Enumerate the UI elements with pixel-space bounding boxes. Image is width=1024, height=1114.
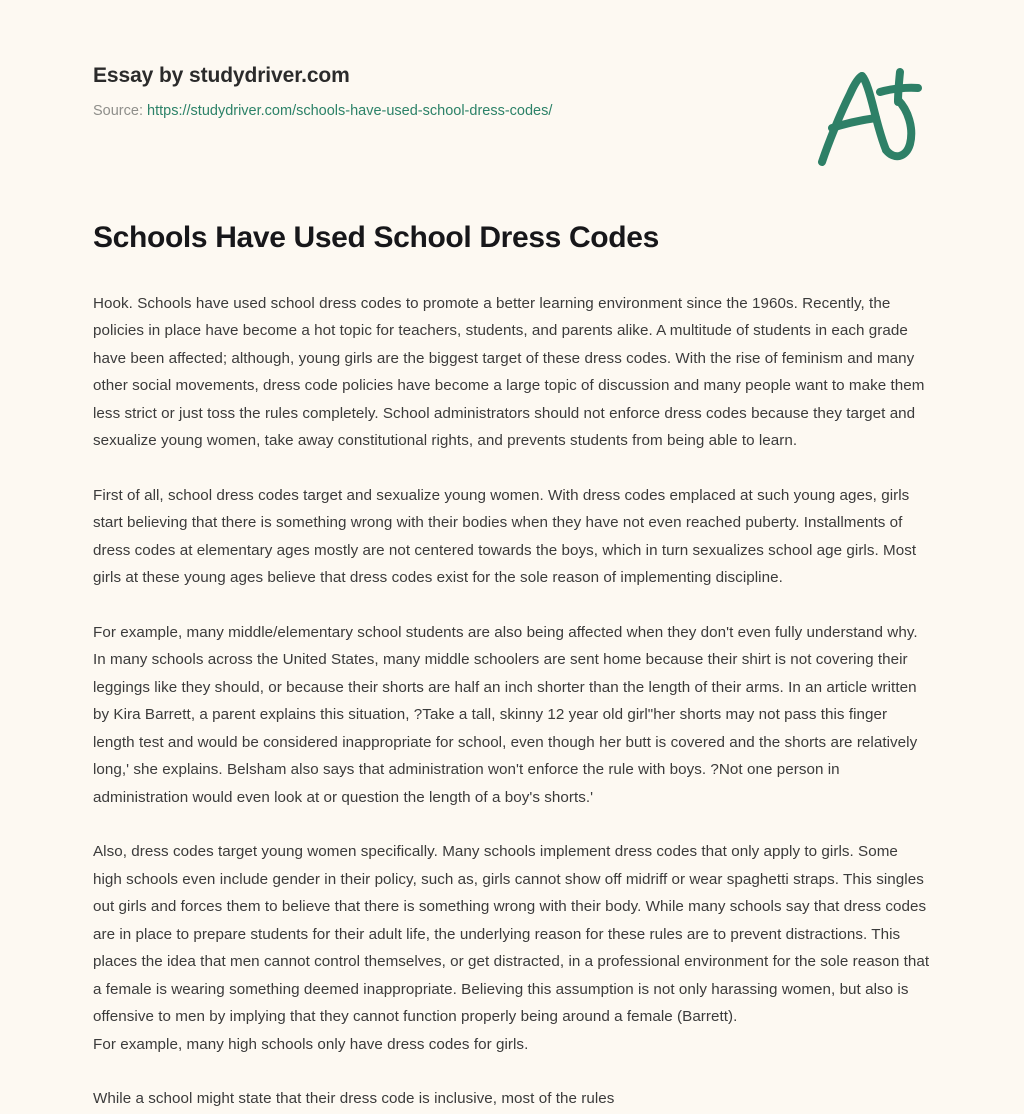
document-header [93,0,930,121]
essay-body [93,257,930,1113]
paragraph-subline: For example, many high schools only have dress codes for girls. [93,1035,529,1053]
paragraph: First of all, school dress codes target and sexualize young women. With dress codes emplaced at such young ages, girls start believing that there is something wrong with their bodies when they have not even reached puberty. Installments of dress codes at elementary ages mostly are not centered towards the boys, which in turn sexualizes school age girls. Most girls at these young ages believe that dress codes exist for the sole reason of implementing discipline. [93,486,917,587]
paragraph [93,838,930,1058]
source-label: Source: [93,103,143,120]
paragraph: For example, many middle/elementary school students are also being affected when they don't even fully understand why. In many schools across the United States, many middle schoolers are sent home because their shirt is not covering their leggings like they should, or because their shorts are half an inch shorter than the length of their arms. In an article written by Kira Barrett, a parent explains this situation, ?Take a tall, skinny 12 year old girl"her shorts may not pass this finger length test and would be considered inappropriate for school, even though her butt is covered and the shorts are relatively long,' she explains. Belsham also says that administration won't enforce the rule with boys. ?Not one person in administration would even look at or question the length of a boy's shorts.' [93,623,918,806]
source-line [93,102,930,121]
paragraph: While a school might state that their dress code is inclusive, most of the rules [93,1090,615,1108]
a-plus-logo [806,58,936,178]
source-url-link[interactable]: https://studydriver.com/schools-have-used-school-dress-codes/ [147,103,553,120]
byline: Essay by studydriver.com [93,64,350,87]
page-title: Schools Have Used School Dress Codes [93,221,659,255]
paragraph: Hook. Schools have used school dress codes to promote a better learning environment since the 1960s. Recently, the policies in place have become a hot topic for teachers, students, and parents alike. A multitude of students in each grade have been affected; although, young girls are the biggest target of these dress codes. With the rise of feminism and many other social movements, dress code policies have become a large topic of discussion and many people want to make them less strict or just toss the rules completely. School administrators should not enforce dress codes because they target and sexualize young women, take away constitutional rights, and prevents students from being able to learn. [93,294,925,450]
paragraph-text: Also, dress codes target young women specifically. Many schools implement dress codes that only apply to girls. Some high schools even include gender in their policy, such as, girls cannot show off midriff or wear spaghetti straps. This singles out girls and forces them to believe that there is something wrong with their body. While many schools say that dress codes are in place to prepare students for their adult life, the underlying reason for these rules are to prevent distractions. This places the idea that men cannot control themselves, or get distracted, in a professional environment for the sole reason that a female is wearing something deemed inappropriate. Believing this assumption is not only harassing women, but also is offensive to men by implying that they cannot function properly being around a female (Barrett). [93,843,930,1026]
